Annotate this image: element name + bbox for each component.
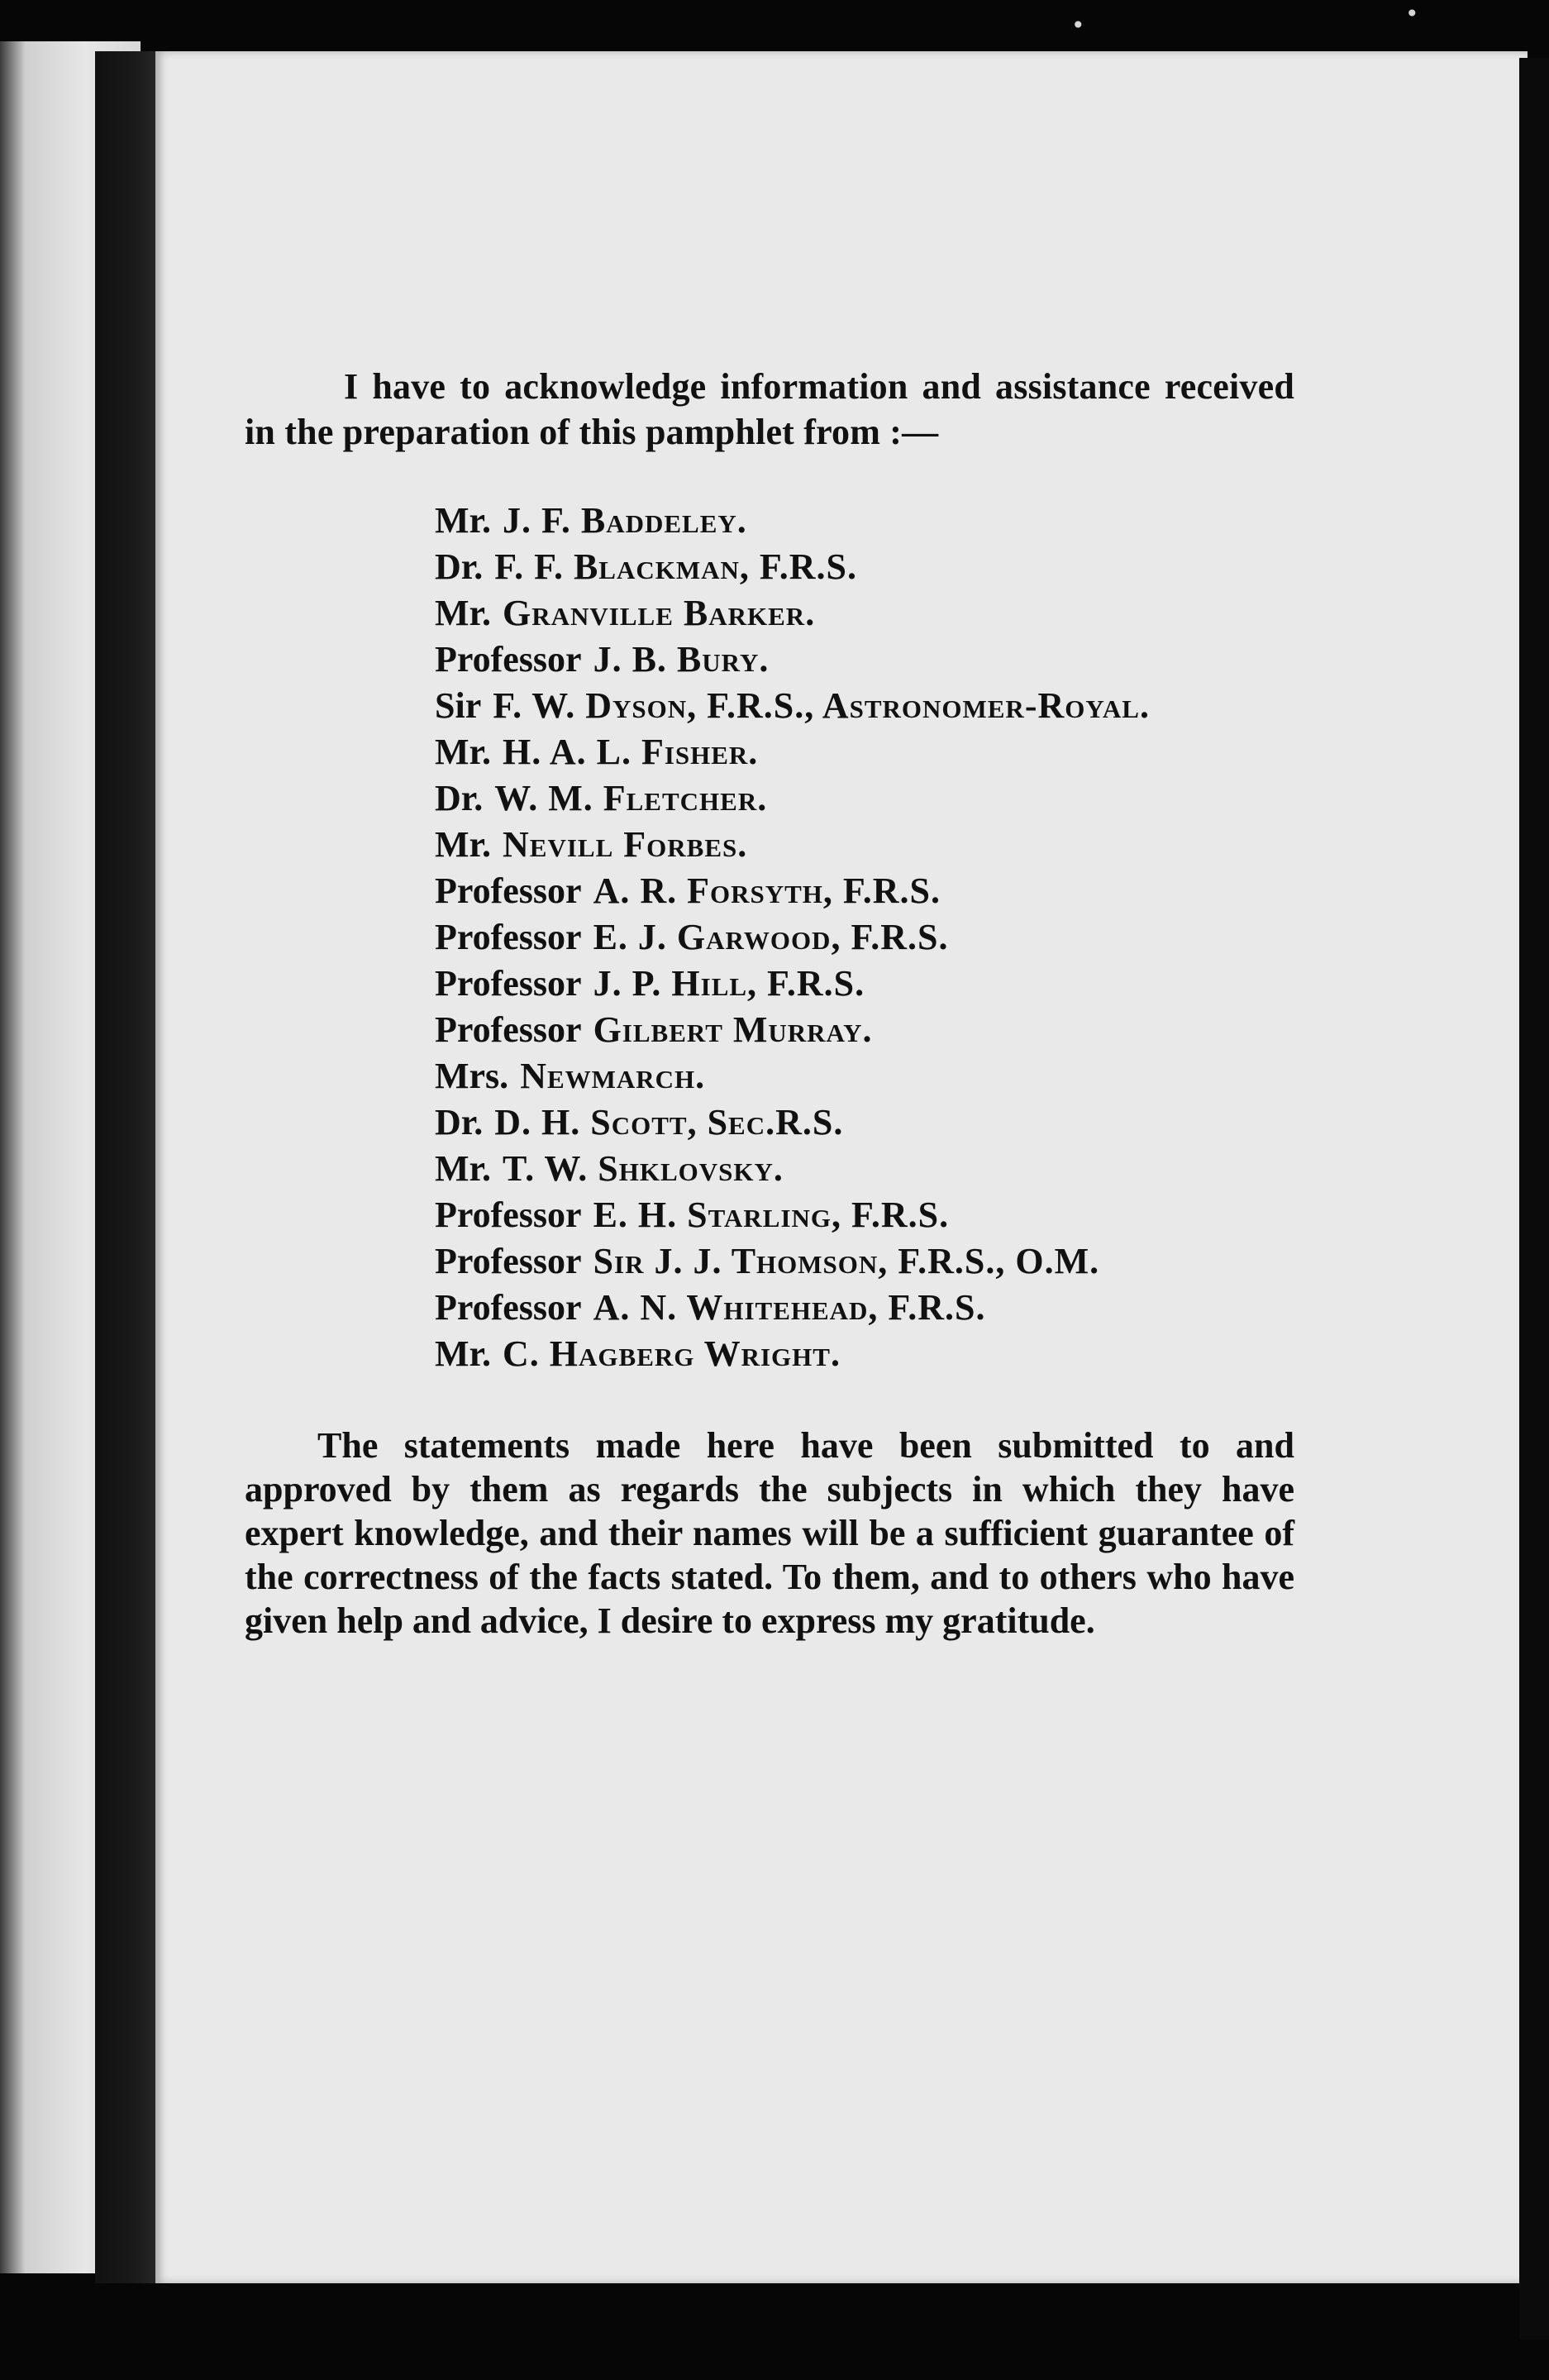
person-name: C. Hagberg Wright. (503, 1333, 841, 1374)
person-name: Gilbert Murray. (593, 1009, 873, 1050)
closing-paragraph: The statements made here have been submitted to and approved by them as regards the subjects in which they have expert knowledge, and their names will be a sufficient guarantee of the correctness of the facts stated. To them, and to others who have given help and advice, I desire to express my gratitude. (245, 1425, 1294, 1641)
intro-paragraph: I have to acknowledge information and assistance received in the preparation of this pamphlet from :— (245, 366, 1294, 452)
person-name: Newmarch. (520, 1056, 706, 1096)
honorific: Professor (435, 870, 582, 911)
person-name: Nevill Forbes. (503, 824, 748, 865)
person-name: J. P. Hill, F.R.S. (593, 963, 865, 1004)
acknowledgement-entry (435, 544, 1294, 590)
person-name: T. W. Shklovsky. (503, 1148, 784, 1189)
person-name: F. F. Blackman, F.R.S. (494, 546, 857, 587)
acknowledgement-entry (435, 729, 1294, 775)
acknowledgements-list (435, 498, 1294, 1377)
honorific: Dr. (435, 1102, 484, 1142)
honorific: Professor (435, 917, 582, 957)
person-name: Sir J. J. Thomson, F.R.S., O.M. (593, 1241, 1100, 1281)
acknowledgement-entry (435, 1331, 1294, 1377)
person-name: J. B. Bury. (593, 639, 770, 680)
acknowledgement-entry (435, 498, 1294, 544)
acknowledgement-entry (435, 1007, 1294, 1053)
honorific: Mr. (435, 500, 492, 541)
honorific: Professor (435, 1241, 582, 1281)
honorific: Dr. (435, 546, 484, 587)
honorific: Mrs. (435, 1056, 509, 1096)
acknowledgement-entry (435, 637, 1294, 683)
honorific: Professor (435, 1195, 582, 1235)
acknowledgement-entry (435, 775, 1294, 822)
acknowledgement-entry (435, 914, 1294, 961)
person-name: H. A. L. Fisher. (503, 732, 759, 772)
honorific: Dr. (435, 778, 484, 818)
person-name: Granville Barker. (503, 593, 816, 633)
honorific: Mr. (435, 1333, 492, 1374)
honorific: Mr. (435, 593, 492, 633)
honorific: Professor (435, 1287, 582, 1328)
honorific: Sir (435, 685, 482, 726)
page-right-border (1519, 58, 1549, 2339)
honorific: Mr. (435, 824, 492, 865)
acknowledgement-entry (435, 1146, 1294, 1192)
acknowledgement-entry (435, 822, 1294, 868)
person-name: E. H. Starling, F.R.S. (593, 1195, 950, 1235)
scan-speck: • (1071, 12, 1085, 39)
honorific: Mr. (435, 1148, 492, 1189)
person-name: A. N. Whitehead, F.R.S. (593, 1287, 986, 1328)
acknowledgements-section (245, 364, 1294, 1643)
honorific: Professor (435, 639, 582, 680)
person-name: F. W. Dyson, F.R.S., Astronomer-Royal. (493, 685, 1150, 726)
person-name: D. H. Scott, Sec.R.S. (494, 1102, 844, 1142)
acknowledgement-entry (435, 1285, 1294, 1331)
acknowledgement-entry (435, 868, 1294, 914)
scan-speck: • (1405, 0, 1419, 27)
book-spine-shadow (95, 51, 161, 2283)
person-name: A. R. Forsyth, F.R.S. (593, 870, 941, 911)
honorific: Mr. (435, 732, 492, 772)
person-name: J. F. Baddeley. (503, 500, 747, 541)
honorific: Professor (435, 963, 582, 1004)
acknowledgement-entry (435, 590, 1294, 637)
acknowledgement-entry (435, 1238, 1294, 1285)
person-name: W. M. Fletcher. (494, 778, 768, 818)
acknowledgement-entry (435, 1099, 1294, 1146)
acknowledgement-entry (435, 961, 1294, 1007)
acknowledgement-entry (435, 1053, 1294, 1099)
honorific: Professor (435, 1009, 582, 1050)
acknowledgement-entry (435, 683, 1294, 729)
person-name: E. J. Garwood, F.R.S. (593, 917, 949, 957)
acknowledgement-entry (435, 1192, 1294, 1238)
